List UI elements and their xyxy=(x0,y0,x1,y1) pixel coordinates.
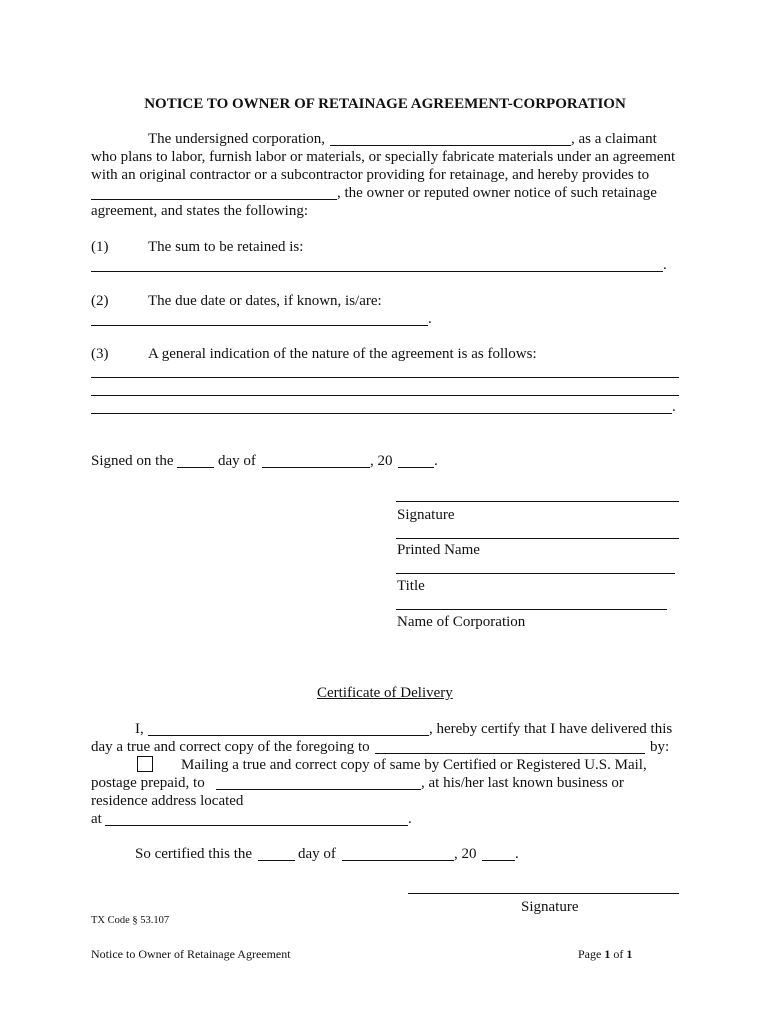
intro-line-1-end: , as a claimant xyxy=(571,131,657,147)
certificate-line-4-end: , at his/her last known business or xyxy=(421,775,624,791)
certified-day-field[interactable] xyxy=(258,860,295,861)
mailing-checkbox[interactable] xyxy=(137,756,153,772)
signed-month-field[interactable] xyxy=(262,467,370,468)
certificate-line-3: Mailing a true and correct copy of same by Certified or Registered U.S. Mail, xyxy=(181,757,647,773)
page-number xyxy=(578,945,632,963)
certified-month-field[interactable] xyxy=(342,860,454,861)
due-date-field[interactable] xyxy=(91,325,428,326)
certificate-line-1-end: , hereby certify that I have delivered this xyxy=(429,721,673,737)
title-label: Title xyxy=(397,578,425,594)
signature-line[interactable] xyxy=(396,501,679,502)
signed-on-label: Signed on the xyxy=(91,453,174,469)
certificate-line-6-start: at xyxy=(91,811,102,827)
corporation-name-label: Name of Corporation xyxy=(397,614,526,630)
certificate-line-1-start: I, xyxy=(135,721,144,737)
certificate-line-2-end: by: xyxy=(650,739,670,755)
intro-line-1-start: The undersigned corporation, xyxy=(148,131,326,147)
signed-year-prefix: , 20 xyxy=(370,453,393,469)
agreement-nature-field-3[interactable] xyxy=(91,413,672,414)
mail-recipient-field[interactable] xyxy=(216,789,421,790)
intro-line-4-end: , the owner or reputed owner notice of such retainage xyxy=(337,185,657,201)
intro-line-3: with an original contractor or a subcontractor providing for retainage, and hereby provides to xyxy=(91,167,650,183)
certifier-name-field[interactable] xyxy=(148,735,429,736)
certificate-signature-label: Signature xyxy=(521,899,579,915)
item-1-period: . xyxy=(663,257,667,273)
printed-name-line[interactable] xyxy=(396,538,679,539)
code-reference: TX Code § 53.107 xyxy=(91,915,170,926)
agreement-nature-field-2[interactable] xyxy=(91,395,679,396)
certified-year-field[interactable] xyxy=(482,860,515,861)
certified-period: . xyxy=(515,846,519,862)
address-field[interactable] xyxy=(105,825,408,826)
certificate-line-2-start: day a true and correct copy of the foregoing to xyxy=(91,739,370,755)
agreement-nature-field-1[interactable] xyxy=(91,377,679,378)
certificate-line-4-start: postage prepaid, to xyxy=(91,775,205,791)
item-3-period: . xyxy=(672,399,676,415)
signed-year-field[interactable] xyxy=(398,467,434,468)
certified-day-of-label: day of xyxy=(298,846,336,862)
certificate-line-5: residence address located xyxy=(91,793,244,809)
item-2-period: . xyxy=(428,311,432,327)
certificate-line-6-end: . xyxy=(408,811,412,827)
printed-name-label: Printed Name xyxy=(397,542,480,558)
page-title: NOTICE TO OWNER OF RETAINAGE AGREEMENT-CORPORATION xyxy=(144,96,626,112)
title-line[interactable] xyxy=(396,573,675,574)
intro-line-2: who plans to labor, furnish labor or materials, or specially fabricate materials under an agreement xyxy=(91,149,676,165)
page-word: Page xyxy=(578,947,602,961)
certificate-heading xyxy=(317,684,453,702)
page-current: 1 xyxy=(604,947,611,961)
signature-label: Signature xyxy=(397,507,455,523)
footer-document-name: Notice to Owner of Retainage Agreement xyxy=(91,947,291,961)
recipient-name-field[interactable] xyxy=(375,753,645,754)
item-1-text: The sum to be retained is: xyxy=(148,239,304,255)
page-total: 1 xyxy=(626,947,633,961)
signed-period: . xyxy=(434,453,438,469)
claimant-name-field[interactable] xyxy=(330,145,571,146)
item-2-text: The due date or dates, if known, is/are: xyxy=(148,293,382,309)
certified-label: So certified this the xyxy=(135,846,253,862)
signed-day-of-label: day of xyxy=(218,453,256,469)
intro-line-5: agreement, and states the following: xyxy=(91,203,309,219)
signed-day-field[interactable] xyxy=(177,467,214,468)
certificate-heading-text: Certificate of Delivery xyxy=(317,685,453,701)
item-3-text: A general indication of the nature of the agreement is as follows: xyxy=(148,346,537,362)
of-word: of xyxy=(613,947,624,961)
certified-year-prefix: , 20 xyxy=(454,846,477,862)
certificate-signature-line[interactable] xyxy=(408,893,679,894)
item-3-number: (3) xyxy=(91,346,109,362)
item-1-number: (1) xyxy=(91,239,109,255)
retained-sum-field[interactable] xyxy=(91,271,663,272)
owner-name-field[interactable] xyxy=(91,199,337,200)
corporation-name-line[interactable] xyxy=(396,609,667,610)
item-2-number: (2) xyxy=(91,293,109,309)
